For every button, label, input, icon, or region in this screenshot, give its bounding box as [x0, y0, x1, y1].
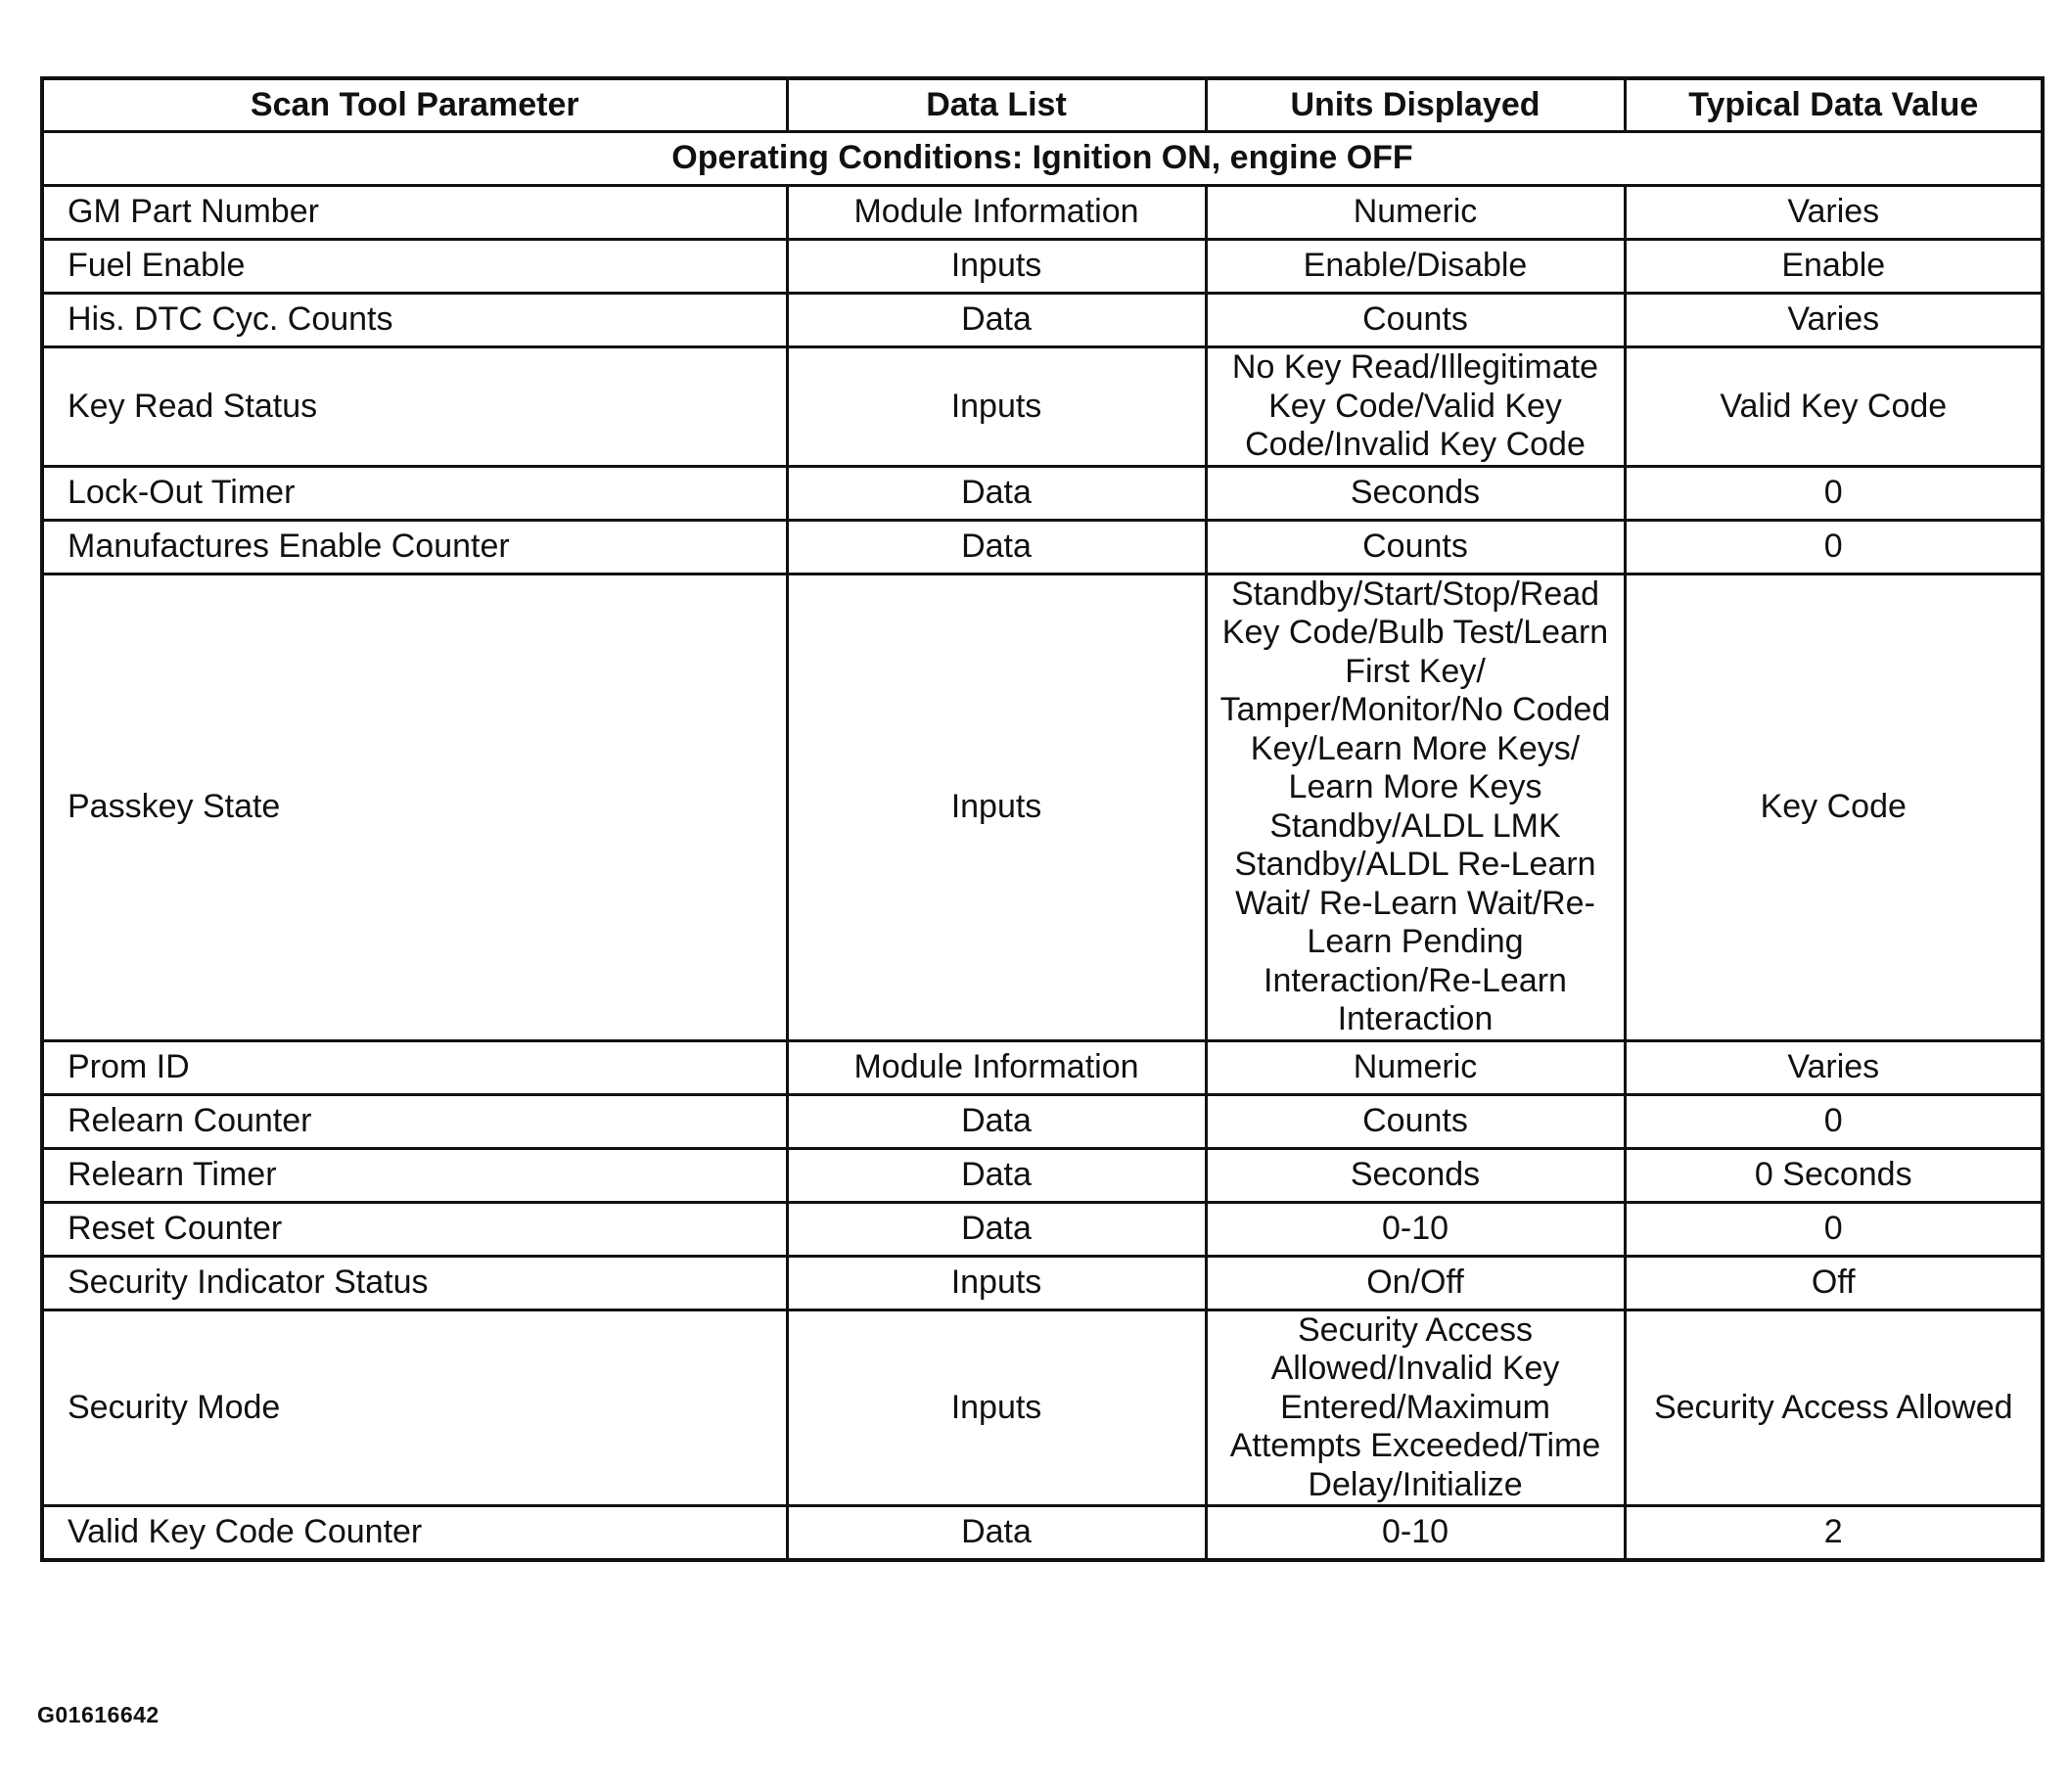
cell-units: Standby/Start/Stop/Read Key Code/Bulb Test/Learn First Key/ Tamper/Monitor/No Coded Key/Learn More Keys/ Learn More Keys Standby/ALDL LMK Standby/ALDL Re-Learn Wait/ Re-Learn Wait/Re-Learn Pending Interaction/Re-Learn Interaction [1206, 574, 1625, 1040]
table-row [42, 186, 2043, 240]
scan-tool-parameter-table [40, 76, 2045, 1562]
table-row [42, 1256, 2043, 1310]
scan-tool-table-container [40, 76, 2041, 1562]
cell-typical-value: Off [1625, 1256, 2043, 1310]
cell-typical-value: Varies [1625, 1040, 2043, 1094]
cell-data-list: Data [787, 1094, 1206, 1148]
header-units-displayed: Units Displayed [1206, 78, 1625, 132]
cell-parameter: GM Part Number [42, 186, 787, 240]
cell-typical-value: Varies [1625, 186, 2043, 240]
cell-parameter: Relearn Timer [42, 1148, 787, 1202]
cell-typical-value: 0 [1625, 1094, 2043, 1148]
cell-data-list: Data [787, 1506, 1206, 1561]
table-row [42, 1094, 2043, 1148]
figure-id-label: G01616642 [37, 1702, 160, 1727]
cell-units: Numeric [1206, 186, 1625, 240]
cell-units: On/Off [1206, 1256, 1625, 1310]
cell-parameter: Reset Counter [42, 1202, 787, 1256]
cell-parameter: Valid Key Code Counter [42, 1506, 787, 1561]
header-data-list: Data List [787, 78, 1206, 132]
table-header-row [42, 78, 2043, 132]
cell-parameter: Security Indicator Status [42, 1256, 787, 1310]
cell-data-list: Module Information [787, 186, 1206, 240]
cell-data-list: Inputs [787, 347, 1206, 467]
cell-typical-value: Security Access Allowed [1625, 1310, 2043, 1506]
header-scan-tool-parameter: Scan Tool Parameter [42, 78, 787, 132]
cell-units: Security Access Allowed/Invalid Key Entered/Maximum Attempts Exceeded/Time Delay/Initialize [1206, 1310, 1625, 1506]
cell-typical-value: Varies [1625, 294, 2043, 347]
cell-parameter: Relearn Counter [42, 1094, 787, 1148]
cell-data-list: Module Information [787, 1040, 1206, 1094]
cell-units: Seconds [1206, 466, 1625, 520]
cell-units: Counts [1206, 294, 1625, 347]
cell-parameter: Lock-Out Timer [42, 466, 787, 520]
cell-data-list: Data [787, 294, 1206, 347]
cell-typical-value: 0 [1625, 466, 2043, 520]
header-typical-data-value: Typical Data Value [1625, 78, 2043, 132]
cell-parameter: His. DTC Cyc. Counts [42, 294, 787, 347]
table-row [42, 1040, 2043, 1094]
table-row [42, 1148, 2043, 1202]
cell-units: Counts [1206, 520, 1625, 574]
cell-typical-value: Key Code [1625, 574, 2043, 1040]
cell-data-list: Inputs [787, 1256, 1206, 1310]
cell-data-list: Inputs [787, 240, 1206, 294]
cell-typical-value: Enable [1625, 240, 2043, 294]
table-row [42, 466, 2043, 520]
cell-typical-value: 2 [1625, 1506, 2043, 1561]
cell-units: 0-10 [1206, 1506, 1625, 1561]
cell-data-list: Data [787, 520, 1206, 574]
cell-units: 0-10 [1206, 1202, 1625, 1256]
table-row [42, 1506, 2043, 1561]
cell-data-list: Data [787, 466, 1206, 520]
cell-typical-value: 0 Seconds [1625, 1148, 2043, 1202]
section-title-operating-conditions: Operating Conditions: Ignition ON, engine OFF [42, 132, 2043, 186]
cell-typical-value: 0 [1625, 520, 2043, 574]
cell-typical-value: 0 [1625, 1202, 2043, 1256]
table-row [42, 574, 2043, 1040]
table-row [42, 240, 2043, 294]
table-row [42, 1310, 2043, 1506]
table-row [42, 520, 2043, 574]
cell-parameter: Prom ID [42, 1040, 787, 1094]
cell-parameter: Key Read Status [42, 347, 787, 467]
cell-parameter: Passkey State [42, 574, 787, 1040]
table-row [42, 294, 2043, 347]
cell-typical-value: Valid Key Code [1625, 347, 2043, 467]
table-row [42, 347, 2043, 467]
cell-parameter: Security Mode [42, 1310, 787, 1506]
table-row [42, 1202, 2043, 1256]
cell-units: No Key Read/Illegitimate Key Code/Valid Key Code/Invalid Key Code [1206, 347, 1625, 467]
cell-data-list: Data [787, 1148, 1206, 1202]
cell-parameter: Manufactures Enable Counter [42, 520, 787, 574]
cell-units: Seconds [1206, 1148, 1625, 1202]
cell-data-list: Inputs [787, 574, 1206, 1040]
cell-units: Counts [1206, 1094, 1625, 1148]
cell-parameter: Fuel Enable [42, 240, 787, 294]
cell-data-list: Inputs [787, 1310, 1206, 1506]
cell-data-list: Data [787, 1202, 1206, 1256]
cell-units: Enable/Disable [1206, 240, 1625, 294]
section-row [42, 132, 2043, 186]
cell-units: Numeric [1206, 1040, 1625, 1094]
